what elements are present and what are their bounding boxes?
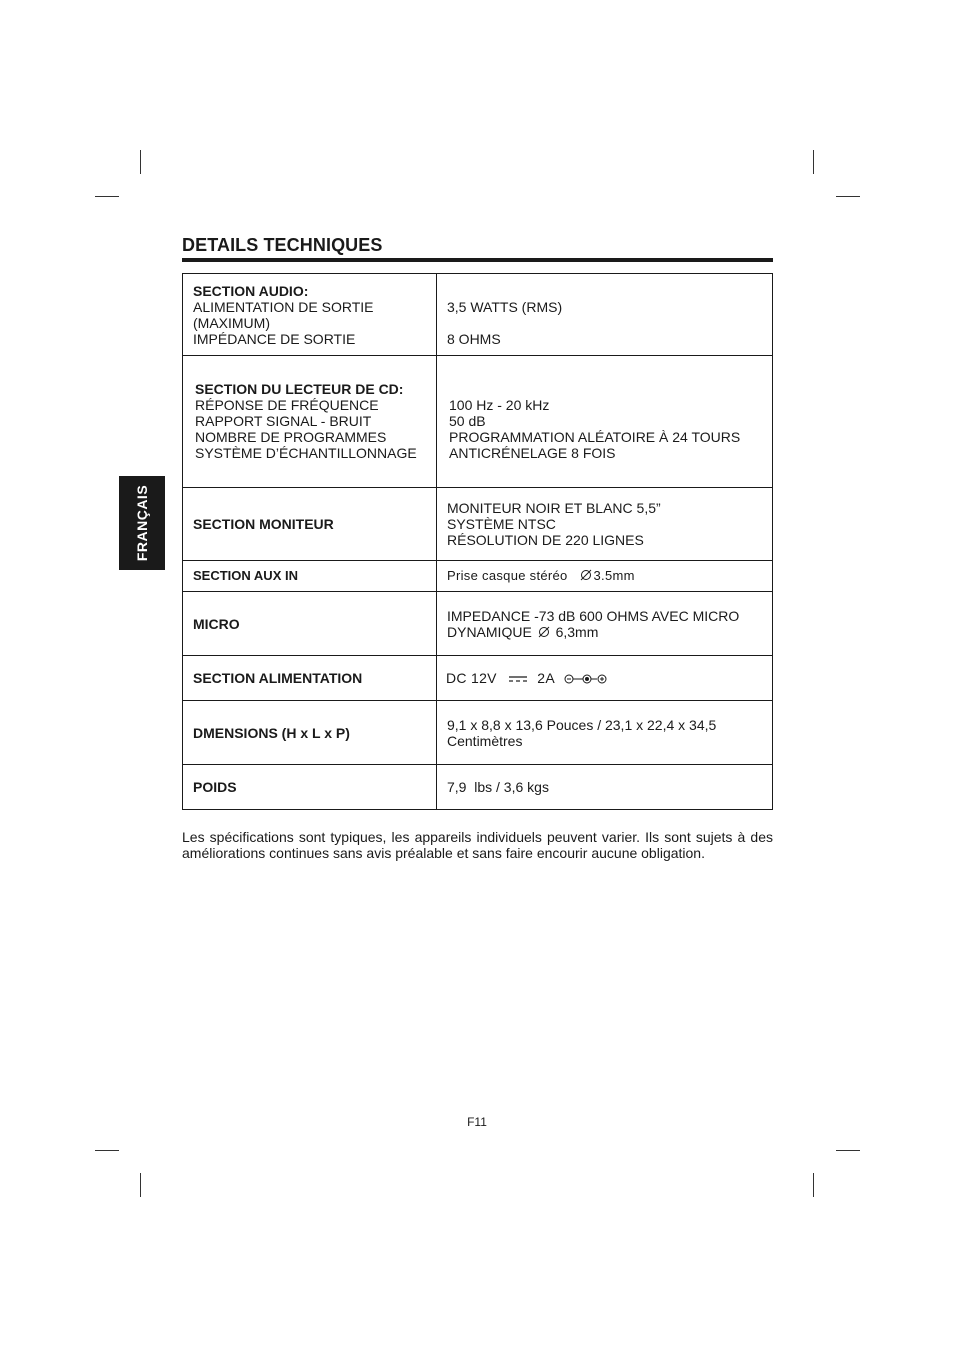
voltage-value: DC 12V bbox=[446, 670, 497, 686]
spec-label-cell bbox=[183, 765, 437, 809]
crop-mark bbox=[95, 1150, 119, 1151]
aux-value-suffix: 3.5mm bbox=[593, 568, 635, 583]
language-tab bbox=[119, 476, 165, 570]
diameter-icon bbox=[580, 569, 592, 581]
spec-value: 100 Hz - 20 kHz bbox=[449, 397, 550, 413]
crop-mark bbox=[140, 150, 141, 174]
spec-row-alimentation bbox=[183, 656, 772, 701]
crop-mark bbox=[813, 150, 814, 174]
aux-value-prefix: Prise casque stéréo bbox=[447, 568, 568, 583]
spec-value bbox=[447, 568, 772, 584]
spec-value: 50 dB bbox=[449, 413, 486, 429]
micro-value-prefix: DYNAMIQUE bbox=[447, 623, 532, 640]
spec-value-cell bbox=[437, 656, 772, 700]
diameter-icon bbox=[538, 626, 550, 638]
spec-value-cell bbox=[437, 356, 772, 487]
crop-mark bbox=[140, 1173, 141, 1197]
micro-value-suffix: 6,3mm bbox=[555, 623, 599, 640]
spec-row-moniteur bbox=[183, 488, 772, 561]
spec-label-cell bbox=[183, 592, 437, 655]
crop-mark bbox=[95, 196, 119, 197]
spec-table bbox=[182, 273, 773, 810]
section-label: POIDS bbox=[193, 779, 237, 795]
spec-value: RÉSOLUTION DE 220 LIGNES bbox=[447, 532, 644, 548]
spec-row-micro bbox=[183, 592, 772, 656]
section-label: SECTION MONITEUR bbox=[193, 516, 334, 532]
spec-value-cell bbox=[437, 561, 772, 591]
section-label: SECTION AUX IN bbox=[193, 568, 298, 583]
spec-value: MONITEUR NOIR ET BLANC 5,5” bbox=[447, 500, 661, 516]
spec-label-cell bbox=[183, 356, 437, 487]
page-title: DETAILS TECHNIQUES bbox=[182, 235, 383, 255]
spec-row-aux bbox=[183, 561, 772, 592]
spec-label-cell bbox=[183, 656, 437, 700]
spec-value bbox=[446, 670, 772, 686]
page-number: F11 bbox=[467, 1115, 487, 1129]
spec-value-cell bbox=[437, 765, 772, 809]
title-rule bbox=[182, 258, 773, 262]
spec-value-cell bbox=[437, 701, 772, 764]
spec-label-cell bbox=[183, 701, 437, 764]
spec-label: (MAXIMUM) bbox=[193, 315, 270, 331]
spec-label: NOMBRE DE PROGRAMMES bbox=[195, 429, 387, 445]
section-header: SECTION AUDIO: bbox=[193, 283, 309, 299]
crop-mark bbox=[813, 1173, 814, 1197]
section-label: DMENSIONS (H x L x P) bbox=[193, 724, 350, 741]
crop-mark bbox=[836, 196, 860, 197]
dc-symbol-icon bbox=[509, 675, 527, 683]
language-tab-label: FRANÇAIS bbox=[134, 484, 150, 562]
spec-value: Centimètres bbox=[447, 732, 523, 749]
crop-mark bbox=[836, 1150, 860, 1151]
current-value: 2A bbox=[537, 670, 555, 686]
spec-label-cell bbox=[183, 561, 437, 591]
spec-label: RÉPONSE DE FRÉQUENCE bbox=[195, 397, 379, 413]
polarity-icon bbox=[564, 673, 610, 685]
section-label: SECTION ALIMENTATION bbox=[193, 670, 363, 686]
spec-value: IMPEDANCE -73 dB 600 OHMS AVEC MICRO bbox=[447, 607, 740, 624]
spec-label: ALIMENTATION DE SORTIE bbox=[193, 299, 374, 315]
spec-value: 9,1 x 8,8 x 13,6 Pouces / 23,1 x 22,4 x 34,5 bbox=[447, 716, 717, 733]
spec-value-cell bbox=[437, 274, 772, 355]
spec-value-cell bbox=[437, 488, 772, 560]
spec-value bbox=[447, 624, 772, 640]
spec-value: ANTICRÉNELAGE 8 FOIS bbox=[449, 445, 616, 461]
section-label: MICRO bbox=[193, 615, 240, 632]
spec-value-cell bbox=[437, 592, 772, 655]
spec-value: PROGRAMMATION ALÉATOIRE À 24 TOURS bbox=[449, 429, 741, 445]
spec-value: 8 OHMS bbox=[447, 331, 501, 347]
spec-value: 3,5 WATTS (RMS) bbox=[447, 299, 563, 315]
spec-value: SYSTÈME NTSC bbox=[447, 516, 556, 532]
spec-label-cell bbox=[183, 274, 437, 355]
spec-label: RAPPORT SIGNAL - BRUIT bbox=[195, 413, 372, 429]
spec-label-cell bbox=[183, 488, 437, 560]
spec-label: SYSTÈME D’ÉCHANTILLONNAGE bbox=[195, 445, 417, 461]
section-header: SECTION DU LECTEUR DE CD: bbox=[195, 381, 404, 397]
spec-row-cd bbox=[183, 356, 772, 488]
spec-row-audio bbox=[183, 274, 772, 356]
disclaimer-note: Les spécifications sont typiques, les appareils individuels peuvent varier. Ils sont sujets à des améliorations continues sans avis préalable et sans faire encourir aucune obligation. bbox=[182, 829, 773, 861]
spec-row-poids bbox=[183, 765, 772, 809]
spec-value: 7,9 lbs / 3,6 kgs bbox=[447, 779, 549, 795]
spec-label: IMPÉDANCE DE SORTIE bbox=[193, 331, 356, 347]
spec-row-dimensions bbox=[183, 701, 772, 765]
